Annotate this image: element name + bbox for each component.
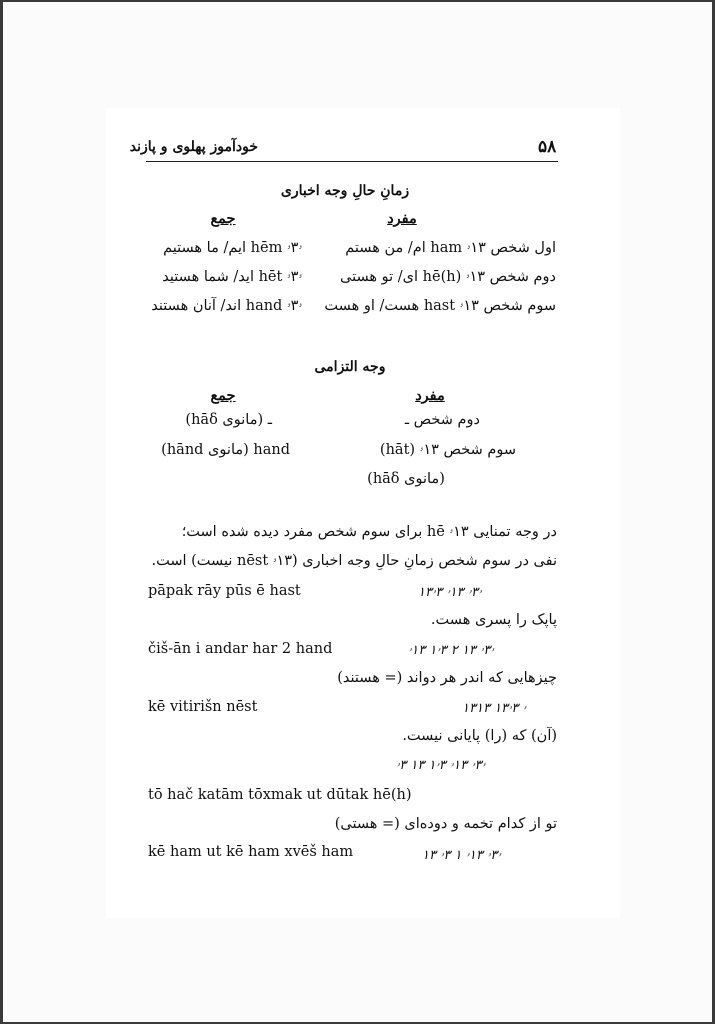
example-3-persian: (آن) که (را) پایانی نیست. bbox=[402, 728, 557, 744]
example-3-transliteration: kē vitirišn nēst bbox=[148, 699, 258, 715]
column-singular-label-2: مفرد bbox=[415, 387, 445, 404]
example-3-pahlavi: ۱۳ۥ ۳ۥ۱۳ ۱۳ bbox=[462, 701, 526, 716]
indicative-singular-1: اول شخص ۱۳ۥ ham ام/ من هستم bbox=[345, 240, 556, 256]
viewer-left-edge bbox=[0, 0, 3, 1024]
indicative-plural-2: ۥ۳ۥ hēt اید/ شما هستید bbox=[162, 269, 302, 285]
book-title: خودآموز پهلوی و پازند bbox=[129, 139, 258, 155]
example-2-transliteration: čiš-ān i andar har 2 hand bbox=[148, 641, 333, 657]
example-4-persian: تو از کدام تخمه و دوده‌ای (= هستی) bbox=[334, 816, 557, 832]
example-1-pahlavi: ۥ۳ۥ ۱۳ۥ ۳ۥ۱۳ bbox=[418, 585, 482, 600]
subjunctive-singular-3: (مانوی hāδ) bbox=[367, 471, 445, 487]
column-plural-label-2: جمع bbox=[210, 387, 236, 404]
indicative-plural-3: ۥ۳ۥ hand اند/ آنان هستند bbox=[151, 298, 302, 314]
subjunctive-singular-1: دوم شخص ـ bbox=[404, 412, 480, 428]
indicative-singular-2: دوم شخص ۱۳ۥ hē(h) ای/ تو هستی bbox=[340, 269, 556, 285]
example-2-pahlavi: ۥ۳ۥ ۱۳ ۲ ۳ۥ۱ ۱۳ۥ bbox=[408, 643, 494, 658]
paragraph-optative: در وجه تمنایی ۱۳ۥ hē برای سوم شخص مفرد دیده شده است؛ bbox=[181, 524, 557, 540]
example-5-pahlavi: ۥ۳ۥ ۱۳ۥ ۱ ۳ۥ ۱۳ bbox=[422, 848, 501, 863]
example-4-pahlavi: ۥ۳ۥ ۱۳ۥ ۳ۥ۱ ۱۳ ۳ۥ bbox=[396, 758, 485, 773]
viewer-top-edge bbox=[0, 0, 715, 2]
example-4-transliteration: tō hač katām tōxmak ut dūtak hē(h) bbox=[148, 787, 412, 803]
example-1-persian: پاپک را پسری هست. bbox=[430, 612, 557, 628]
example-5-transliteration: kē ham ut kē ham xvēš ham bbox=[148, 844, 354, 860]
indicative-plural-1: ۥ۳ۥ hēm ایم/ ما هستیم bbox=[163, 240, 302, 256]
section-title-indicative: زمانِ حالِ وجه اخباری bbox=[280, 183, 410, 199]
subjunctive-singular-2: سوم شخص ۱۳ۥ (hāt) bbox=[379, 442, 516, 458]
example-1-transliteration: pāpak rāy pūs ē hast bbox=[148, 583, 301, 599]
header-rule bbox=[146, 161, 558, 162]
page-number: ۵۸ bbox=[538, 137, 557, 157]
section-title-subjunctive: وجه التزامی bbox=[314, 359, 386, 375]
column-plural-label: جمع bbox=[210, 210, 236, 227]
column-singular-label: مفرد bbox=[387, 210, 417, 227]
subjunctive-plural-2: hand (مانوی hānd) bbox=[161, 442, 290, 458]
example-2-persian: چیزهایی که اندر هر دواند (= هستند) bbox=[337, 670, 557, 686]
indicative-singular-3: سوم شخص ۱۳ۥ hast هست/ او هست bbox=[324, 298, 556, 314]
subjunctive-plural-1: ـ (مانوی hāδ) bbox=[185, 412, 272, 428]
paragraph-negation: نفی در سوم شخص زمانِ حالِ وجه اخباری (۱۳ۥ nēst نیست) است. bbox=[151, 553, 557, 569]
